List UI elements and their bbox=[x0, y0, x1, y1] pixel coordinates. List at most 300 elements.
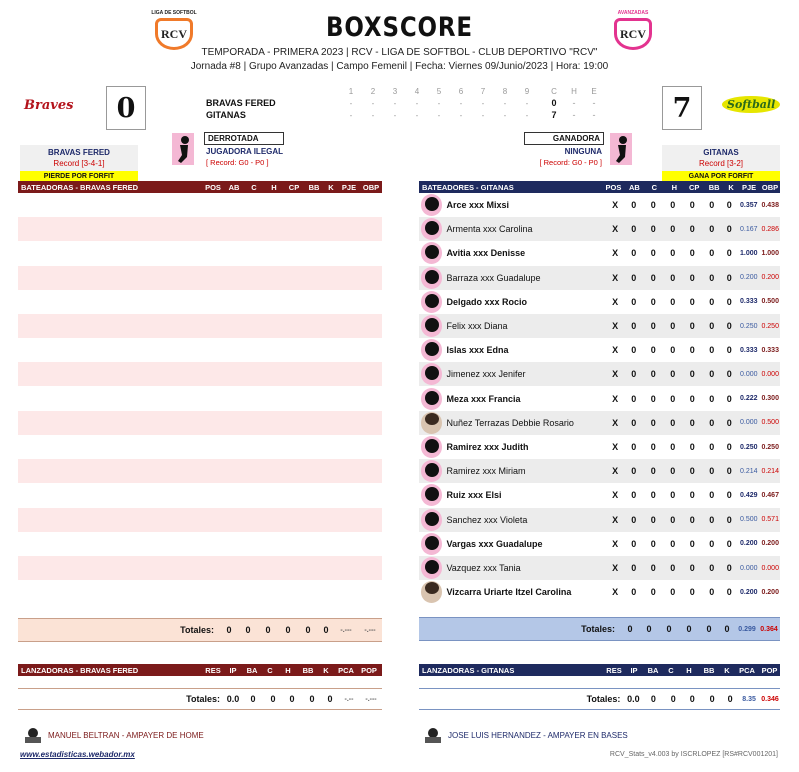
player-avatar bbox=[421, 460, 442, 482]
player-stat: 0 bbox=[650, 393, 656, 404]
player-stat: 0 bbox=[650, 345, 656, 356]
col-obp: OBP bbox=[761, 182, 779, 192]
player-pje: 0.200 bbox=[740, 540, 758, 548]
winning-label: GANADORA bbox=[524, 132, 604, 145]
col-pca: PCA bbox=[739, 665, 755, 675]
player-name: Ramirez xxx Judith bbox=[446, 442, 529, 452]
player-stat: 0 bbox=[709, 514, 715, 525]
player-stat: 0 bbox=[726, 417, 732, 428]
total-cell: 0 bbox=[724, 624, 730, 634]
home-card-result: GANA POR FORFIT bbox=[662, 171, 780, 182]
game-info-line: Jornada #8 | Grupo Avanzadas | Campo Femenil | Fecha: Viernes 09/Junio/2023 | Hora: 19:00 bbox=[190, 61, 609, 72]
player-pos: X bbox=[612, 417, 619, 428]
table-row[interactable] bbox=[419, 314, 780, 338]
home-batting-header bbox=[419, 181, 780, 193]
player-pos: X bbox=[612, 321, 619, 331]
col-obp: OBP bbox=[362, 182, 380, 192]
table-row[interactable] bbox=[419, 459, 780, 483]
player-pos: X bbox=[612, 587, 619, 598]
player-stat: 0 bbox=[631, 514, 637, 525]
player-obp: 0.250 bbox=[761, 443, 779, 451]
home-inn: - bbox=[415, 111, 419, 120]
pitch-total-cell: 0.0 bbox=[627, 694, 640, 704]
away-total-pje: -.--- bbox=[340, 626, 352, 634]
player-stat: 0 bbox=[689, 296, 695, 307]
table-row bbox=[18, 290, 382, 314]
player-obp: 0.000 bbox=[761, 370, 779, 378]
player-stat: 0 bbox=[650, 490, 656, 501]
col-ba: BA bbox=[647, 665, 659, 675]
player-pje: 0.429 bbox=[740, 491, 758, 499]
player-stat: 0 bbox=[709, 490, 715, 501]
player-stat: 0 bbox=[670, 417, 676, 428]
total-cell: 0 bbox=[706, 624, 712, 634]
away-inning-row bbox=[340, 99, 538, 108]
inning-9: 9 bbox=[524, 87, 530, 96]
player-stat: 0 bbox=[726, 514, 732, 525]
away-totals-label: Totales: bbox=[180, 625, 214, 635]
rcv-logo-text: RCV bbox=[155, 18, 193, 50]
pitch-total-cell: 0 bbox=[650, 694, 656, 704]
player-stat: 0 bbox=[631, 248, 637, 259]
player-stat: 0 bbox=[709, 345, 715, 356]
player-stat: 0 bbox=[689, 248, 695, 259]
away-runs: 0 bbox=[551, 98, 557, 108]
player-avatar bbox=[421, 484, 442, 506]
player-pos: X bbox=[612, 393, 619, 404]
home-inn: - bbox=[393, 111, 397, 120]
home-inn: - bbox=[503, 111, 507, 120]
player-stat: 0 bbox=[726, 224, 732, 235]
col-cp: CP bbox=[689, 182, 700, 192]
player-stat: 0 bbox=[726, 272, 732, 283]
away-inn: - bbox=[503, 99, 507, 108]
away-inn: - bbox=[525, 99, 529, 108]
pitch-total-cell: 0 bbox=[327, 694, 333, 704]
player-obp: 0.286 bbox=[761, 225, 779, 233]
player-stat: 0 bbox=[726, 345, 732, 356]
away-inn: - bbox=[393, 99, 397, 108]
player-pos: X bbox=[612, 345, 619, 356]
col-pca: PCA bbox=[338, 665, 354, 675]
home-pitch-totals-label: Totales: bbox=[586, 694, 621, 704]
player-avatar bbox=[421, 315, 442, 337]
player-stat: 0 bbox=[689, 514, 695, 525]
table-row[interactable] bbox=[419, 483, 780, 507]
col-c: C bbox=[668, 665, 674, 675]
player-stat: 0 bbox=[631, 272, 637, 283]
player-avatar bbox=[421, 388, 442, 410]
player-stat: 0 bbox=[650, 321, 656, 331]
player-name: Islas xxx Edna bbox=[446, 345, 509, 356]
home-umpire: MANUEL BELTRAN - AMPAYER DE HOME bbox=[48, 731, 204, 740]
player-stat: 0 bbox=[670, 200, 676, 210]
player-obp: 0.000 bbox=[761, 564, 779, 572]
player-obp: 0.300 bbox=[761, 395, 779, 403]
player-pje: 0.250 bbox=[740, 443, 758, 451]
losing-pitcher-icon bbox=[172, 133, 194, 165]
player-name: Delgado xxx Rocio bbox=[446, 296, 527, 307]
player-avatar bbox=[421, 363, 442, 385]
table-row[interactable] bbox=[419, 217, 780, 241]
player-obp: 0.200 bbox=[761, 588, 779, 596]
player-name: Vazquez xxx Tania bbox=[446, 563, 521, 573]
table-row[interactable] bbox=[419, 338, 780, 362]
table-row[interactable] bbox=[419, 556, 780, 580]
player-stat: 0 bbox=[709, 563, 715, 573]
player-stat: 0 bbox=[670, 393, 676, 404]
player-name: Meza xxx Francia bbox=[446, 393, 521, 404]
table-row bbox=[18, 435, 382, 459]
home-inning-row bbox=[340, 111, 538, 120]
player-stat: 0 bbox=[689, 417, 695, 428]
player-stat: 0 bbox=[709, 393, 715, 404]
table-row bbox=[18, 266, 382, 290]
col-pje: PJE bbox=[741, 182, 757, 192]
player-stat: 0 bbox=[670, 369, 676, 380]
table-row bbox=[18, 508, 382, 532]
player-stat: 0 bbox=[650, 272, 656, 283]
player-avatar bbox=[421, 581, 442, 603]
player-stat: 0 bbox=[650, 538, 656, 549]
col-k: K bbox=[323, 665, 329, 675]
player-pos: X bbox=[612, 514, 619, 525]
player-stat: 0 bbox=[650, 296, 656, 307]
player-stat: 0 bbox=[726, 587, 732, 598]
rhe-label-e: E bbox=[591, 87, 597, 96]
home-inn: - bbox=[525, 111, 529, 120]
player-avatar bbox=[421, 267, 442, 289]
player-stat: 0 bbox=[689, 490, 695, 501]
rhe-headers bbox=[544, 87, 604, 96]
table-row bbox=[18, 338, 382, 362]
away-rhe bbox=[544, 98, 604, 108]
table-row[interactable] bbox=[419, 241, 780, 265]
player-name: Vizcarra Uriarte Itzel Carolina bbox=[446, 587, 572, 598]
total-cell: 0 bbox=[627, 624, 633, 634]
home-errors: - bbox=[592, 110, 596, 120]
home-pitching-totals bbox=[419, 688, 780, 710]
player-stat: 0 bbox=[650, 200, 656, 210]
home-score: 7 bbox=[662, 86, 702, 130]
table-row[interactable] bbox=[419, 411, 780, 435]
player-name: Ramirez xxx Miriam bbox=[446, 466, 526, 477]
col-k: K bbox=[728, 182, 734, 192]
total-cell: 0 bbox=[305, 625, 311, 635]
player-stat: 0 bbox=[726, 442, 732, 452]
col-ip: IP bbox=[630, 665, 638, 675]
away-errors: - bbox=[592, 98, 596, 108]
table-row[interactable] bbox=[419, 290, 780, 314]
away-team-logo: Braves bbox=[24, 98, 74, 113]
player-stat: 0 bbox=[726, 200, 732, 210]
table-row bbox=[18, 387, 382, 411]
player-stat: 0 bbox=[670, 272, 676, 283]
table-row bbox=[18, 193, 382, 217]
league-logo-caption: LIGA DE SOFTBOL bbox=[151, 10, 197, 16]
away-team-card bbox=[20, 145, 138, 182]
table-row bbox=[18, 532, 382, 556]
player-stat: 0 bbox=[631, 466, 637, 477]
away-batting-title: BATEADORAS - BRAVAS FERED bbox=[21, 182, 139, 192]
website-link[interactable]: www.estadisticas.webador.mx bbox=[20, 750, 135, 759]
away-batting-totals bbox=[18, 618, 382, 642]
player-name: Arce xxx Mixsi bbox=[446, 200, 509, 210]
rhe-label-h: H bbox=[571, 87, 577, 96]
player-stat: 0 bbox=[650, 466, 656, 477]
player-stat: 0 bbox=[650, 417, 656, 428]
player-stat: 0 bbox=[709, 272, 715, 283]
col-bb: BB bbox=[708, 182, 720, 192]
col-h: H bbox=[671, 182, 677, 192]
table-row bbox=[18, 459, 382, 483]
home-inn: - bbox=[481, 111, 485, 120]
player-pos: X bbox=[612, 466, 619, 477]
player-avatar bbox=[421, 436, 442, 458]
player-stat: 0 bbox=[631, 224, 637, 235]
inning-2: 2 bbox=[370, 87, 376, 96]
player-avatar bbox=[421, 533, 442, 555]
player-stat: 0 bbox=[689, 369, 695, 380]
home-hits: - bbox=[572, 110, 576, 120]
player-stat: 0 bbox=[709, 200, 715, 210]
player-stat: 0 bbox=[670, 248, 676, 259]
player-stat: 0 bbox=[709, 224, 715, 235]
player-stat: 0 bbox=[709, 417, 715, 428]
player-stat: 0 bbox=[709, 369, 715, 380]
col-ab: AB bbox=[228, 182, 240, 192]
total-cell: 0 bbox=[686, 624, 692, 634]
player-pje: 0.357 bbox=[740, 201, 758, 209]
player-stat: 0 bbox=[709, 296, 715, 307]
player-avatar bbox=[421, 218, 442, 240]
player-pje: 0.200 bbox=[740, 274, 758, 282]
player-name: Jimenez xxx Jenifer bbox=[446, 369, 526, 380]
player-obp: 0.438 bbox=[761, 201, 779, 209]
away-card-name: BRAVAS FERED bbox=[20, 145, 138, 158]
player-pos: X bbox=[612, 538, 619, 549]
away-batting-header bbox=[18, 181, 382, 193]
player-stat: 0 bbox=[670, 442, 676, 452]
table-row[interactable] bbox=[419, 532, 780, 556]
inning-5: 5 bbox=[436, 87, 442, 96]
away-total-pca: -.-- bbox=[344, 695, 354, 703]
player-pje: 0.200 bbox=[740, 588, 758, 596]
away-inn: - bbox=[415, 99, 419, 108]
home-totals-label: Totales: bbox=[581, 624, 615, 634]
player-obp: 0.571 bbox=[761, 516, 779, 524]
away-score: 0 bbox=[106, 86, 146, 130]
losing-pitcher-record: [ Record: G0 - P0 ] bbox=[206, 158, 269, 167]
player-stat: 0 bbox=[726, 538, 732, 549]
table-row bbox=[18, 556, 382, 580]
player-name: Nuñez Terrazas Debbie Rosario bbox=[446, 417, 574, 428]
home-team-logo: Softball bbox=[722, 96, 780, 113]
player-avatar bbox=[421, 291, 442, 313]
player-pje: 0.333 bbox=[740, 298, 758, 306]
table-row[interactable] bbox=[419, 266, 780, 290]
col-pos: POS bbox=[605, 182, 622, 192]
player-stat: 0 bbox=[670, 345, 676, 356]
player-stat: 0 bbox=[670, 321, 676, 331]
player-stat: 0 bbox=[650, 587, 656, 598]
away-inn: - bbox=[437, 99, 441, 108]
player-stat: 0 bbox=[726, 563, 732, 573]
home-card-record: Record [3-2] bbox=[662, 158, 780, 171]
col-c: C bbox=[251, 182, 257, 192]
player-name: Vargas xxx Guadalupe bbox=[446, 538, 543, 549]
player-stat: 0 bbox=[726, 248, 732, 259]
player-stat: 0 bbox=[689, 321, 695, 331]
table-row[interactable] bbox=[419, 387, 780, 411]
player-pje: 0.214 bbox=[740, 467, 758, 475]
home-total-pop: 0.346 bbox=[761, 695, 779, 703]
player-stat: 0 bbox=[689, 224, 695, 235]
player-stat: 0 bbox=[670, 224, 676, 235]
pitch-total-cell: 0 bbox=[727, 694, 733, 704]
player-stat: 0 bbox=[726, 393, 732, 404]
winning-pitcher-record: [ Record: G0 - P0 ] bbox=[539, 158, 602, 167]
away-total-pop: -.--- bbox=[365, 695, 377, 703]
player-stat: 0 bbox=[650, 563, 656, 573]
col-pos: POS bbox=[205, 182, 221, 192]
player-stat: 0 bbox=[689, 200, 695, 210]
table-row bbox=[18, 411, 382, 435]
total-cell: 0 bbox=[226, 625, 232, 635]
player-stat: 0 bbox=[631, 442, 637, 452]
col-pop: POP bbox=[761, 665, 778, 675]
player-stat: 0 bbox=[631, 200, 637, 210]
player-pos: X bbox=[612, 200, 619, 210]
total-cell: 0 bbox=[285, 625, 291, 635]
player-stat: 0 bbox=[631, 393, 637, 404]
player-obp: 0.214 bbox=[761, 467, 779, 475]
col-k: K bbox=[328, 182, 334, 192]
player-stat: 0 bbox=[689, 466, 695, 477]
rhe-label-c: C bbox=[551, 87, 557, 96]
away-inn: - bbox=[371, 99, 375, 108]
line-home-name: GITANAS bbox=[206, 110, 246, 120]
player-pos: X bbox=[612, 248, 619, 259]
home-total-obp: 0.364 bbox=[760, 625, 778, 633]
home-inn: - bbox=[437, 111, 441, 120]
player-pos: X bbox=[612, 490, 619, 501]
col-res: RES bbox=[606, 665, 622, 675]
player-pos: X bbox=[612, 224, 619, 235]
player-obp: 0.333 bbox=[761, 346, 779, 354]
player-stat: 0 bbox=[670, 538, 676, 549]
pitch-total-cell: 0 bbox=[250, 694, 256, 704]
player-stat: 0 bbox=[670, 563, 676, 573]
player-obp: 1.000 bbox=[761, 249, 779, 257]
col-cp: CP bbox=[288, 182, 300, 192]
table-row[interactable] bbox=[419, 508, 780, 532]
player-stat: 0 bbox=[670, 466, 676, 477]
player-pje: 0.000 bbox=[740, 564, 758, 572]
player-stat: 0 bbox=[631, 417, 637, 428]
pitch-total-cell: 0.0 bbox=[226, 694, 240, 704]
player-pje: 0.333 bbox=[740, 346, 758, 354]
player-stat: 0 bbox=[709, 248, 715, 259]
player-stat: 0 bbox=[689, 345, 695, 356]
player-stat: 0 bbox=[670, 490, 676, 501]
away-card-record: Record [3-4-1] bbox=[20, 158, 138, 171]
player-pos: X bbox=[612, 563, 619, 573]
player-stat: 0 bbox=[689, 442, 695, 452]
table-row bbox=[18, 314, 382, 338]
away-pitching-title: LANZADORAS - BRAVAS FERED bbox=[21, 665, 139, 675]
table-row[interactable] bbox=[419, 435, 780, 459]
player-obp: 0.200 bbox=[761, 540, 779, 548]
player-name: Felix xxx Diana bbox=[446, 321, 508, 331]
player-stat: 0 bbox=[631, 321, 637, 331]
player-stat: 0 bbox=[631, 587, 637, 598]
player-stat: 0 bbox=[631, 490, 637, 501]
home-batting-totals bbox=[419, 617, 780, 641]
away-card-result: PIERDE POR FORFIT bbox=[20, 171, 138, 182]
away-pitch-totals-label: Totales: bbox=[186, 694, 220, 704]
player-stat: 0 bbox=[670, 587, 676, 598]
table-row bbox=[18, 217, 382, 241]
player-stat: 0 bbox=[689, 272, 695, 283]
player-stat: 0 bbox=[726, 466, 732, 477]
winning-pitcher-name: NINGUNA bbox=[564, 147, 602, 156]
away-inn: - bbox=[349, 99, 353, 108]
player-stat: 0 bbox=[650, 369, 656, 380]
player-stat: 0 bbox=[689, 538, 695, 549]
player-stat: 0 bbox=[631, 563, 637, 573]
player-stat: 0 bbox=[689, 587, 695, 598]
player-name: Barraza xxx Guadalupe bbox=[446, 272, 541, 283]
player-stat: 0 bbox=[650, 442, 656, 452]
away-inn: - bbox=[459, 99, 463, 108]
total-cell: 0 bbox=[265, 625, 271, 635]
col-bb: BB bbox=[308, 182, 320, 192]
home-card-name: GITANAS bbox=[662, 145, 780, 158]
table-row[interactable] bbox=[419, 580, 780, 604]
inning-1: 1 bbox=[348, 87, 354, 96]
player-pje: 0.222 bbox=[740, 395, 758, 403]
season-line: TEMPORADA - PRIMERA 2023 | RCV - LIGA DE SOFTBOL - CLUB DEPORTIVO "RCV" bbox=[201, 47, 598, 58]
table-row bbox=[18, 241, 382, 265]
home-pitching-title: LANZADORAS - GITANAS bbox=[422, 665, 515, 675]
player-obp: 0.500 bbox=[761, 419, 779, 427]
table-row bbox=[18, 483, 382, 507]
col-h: H bbox=[271, 182, 277, 192]
base-umpire: JOSE LUIS HERNANDEZ - AMPAYER EN BASES bbox=[448, 731, 628, 740]
player-stat: 0 bbox=[726, 369, 732, 380]
total-cell: 0 bbox=[646, 624, 652, 634]
player-avatar bbox=[421, 557, 442, 579]
player-stat: 0 bbox=[650, 248, 656, 259]
player-obp: 0.200 bbox=[761, 274, 779, 282]
player-stat: 0 bbox=[709, 538, 715, 549]
player-stat: 0 bbox=[709, 466, 715, 477]
player-name: Ruiz xxx Elsi bbox=[446, 490, 502, 501]
table-row[interactable] bbox=[419, 193, 780, 217]
losing-pitcher-name: JUGADORA ILEGAL bbox=[206, 147, 284, 156]
col-bb: BB bbox=[302, 665, 314, 675]
home-total-pje: 0.299 bbox=[738, 625, 756, 633]
player-pos: X bbox=[612, 442, 619, 452]
away-total-obp: -.--- bbox=[364, 626, 376, 634]
home-umpire-icon bbox=[20, 727, 46, 743]
table-row[interactable] bbox=[419, 362, 780, 386]
col-bb: BB bbox=[703, 665, 715, 675]
player-pje: 0.250 bbox=[740, 322, 758, 330]
col-ba: BA bbox=[246, 665, 258, 675]
pitch-total-cell: 0 bbox=[670, 694, 676, 704]
